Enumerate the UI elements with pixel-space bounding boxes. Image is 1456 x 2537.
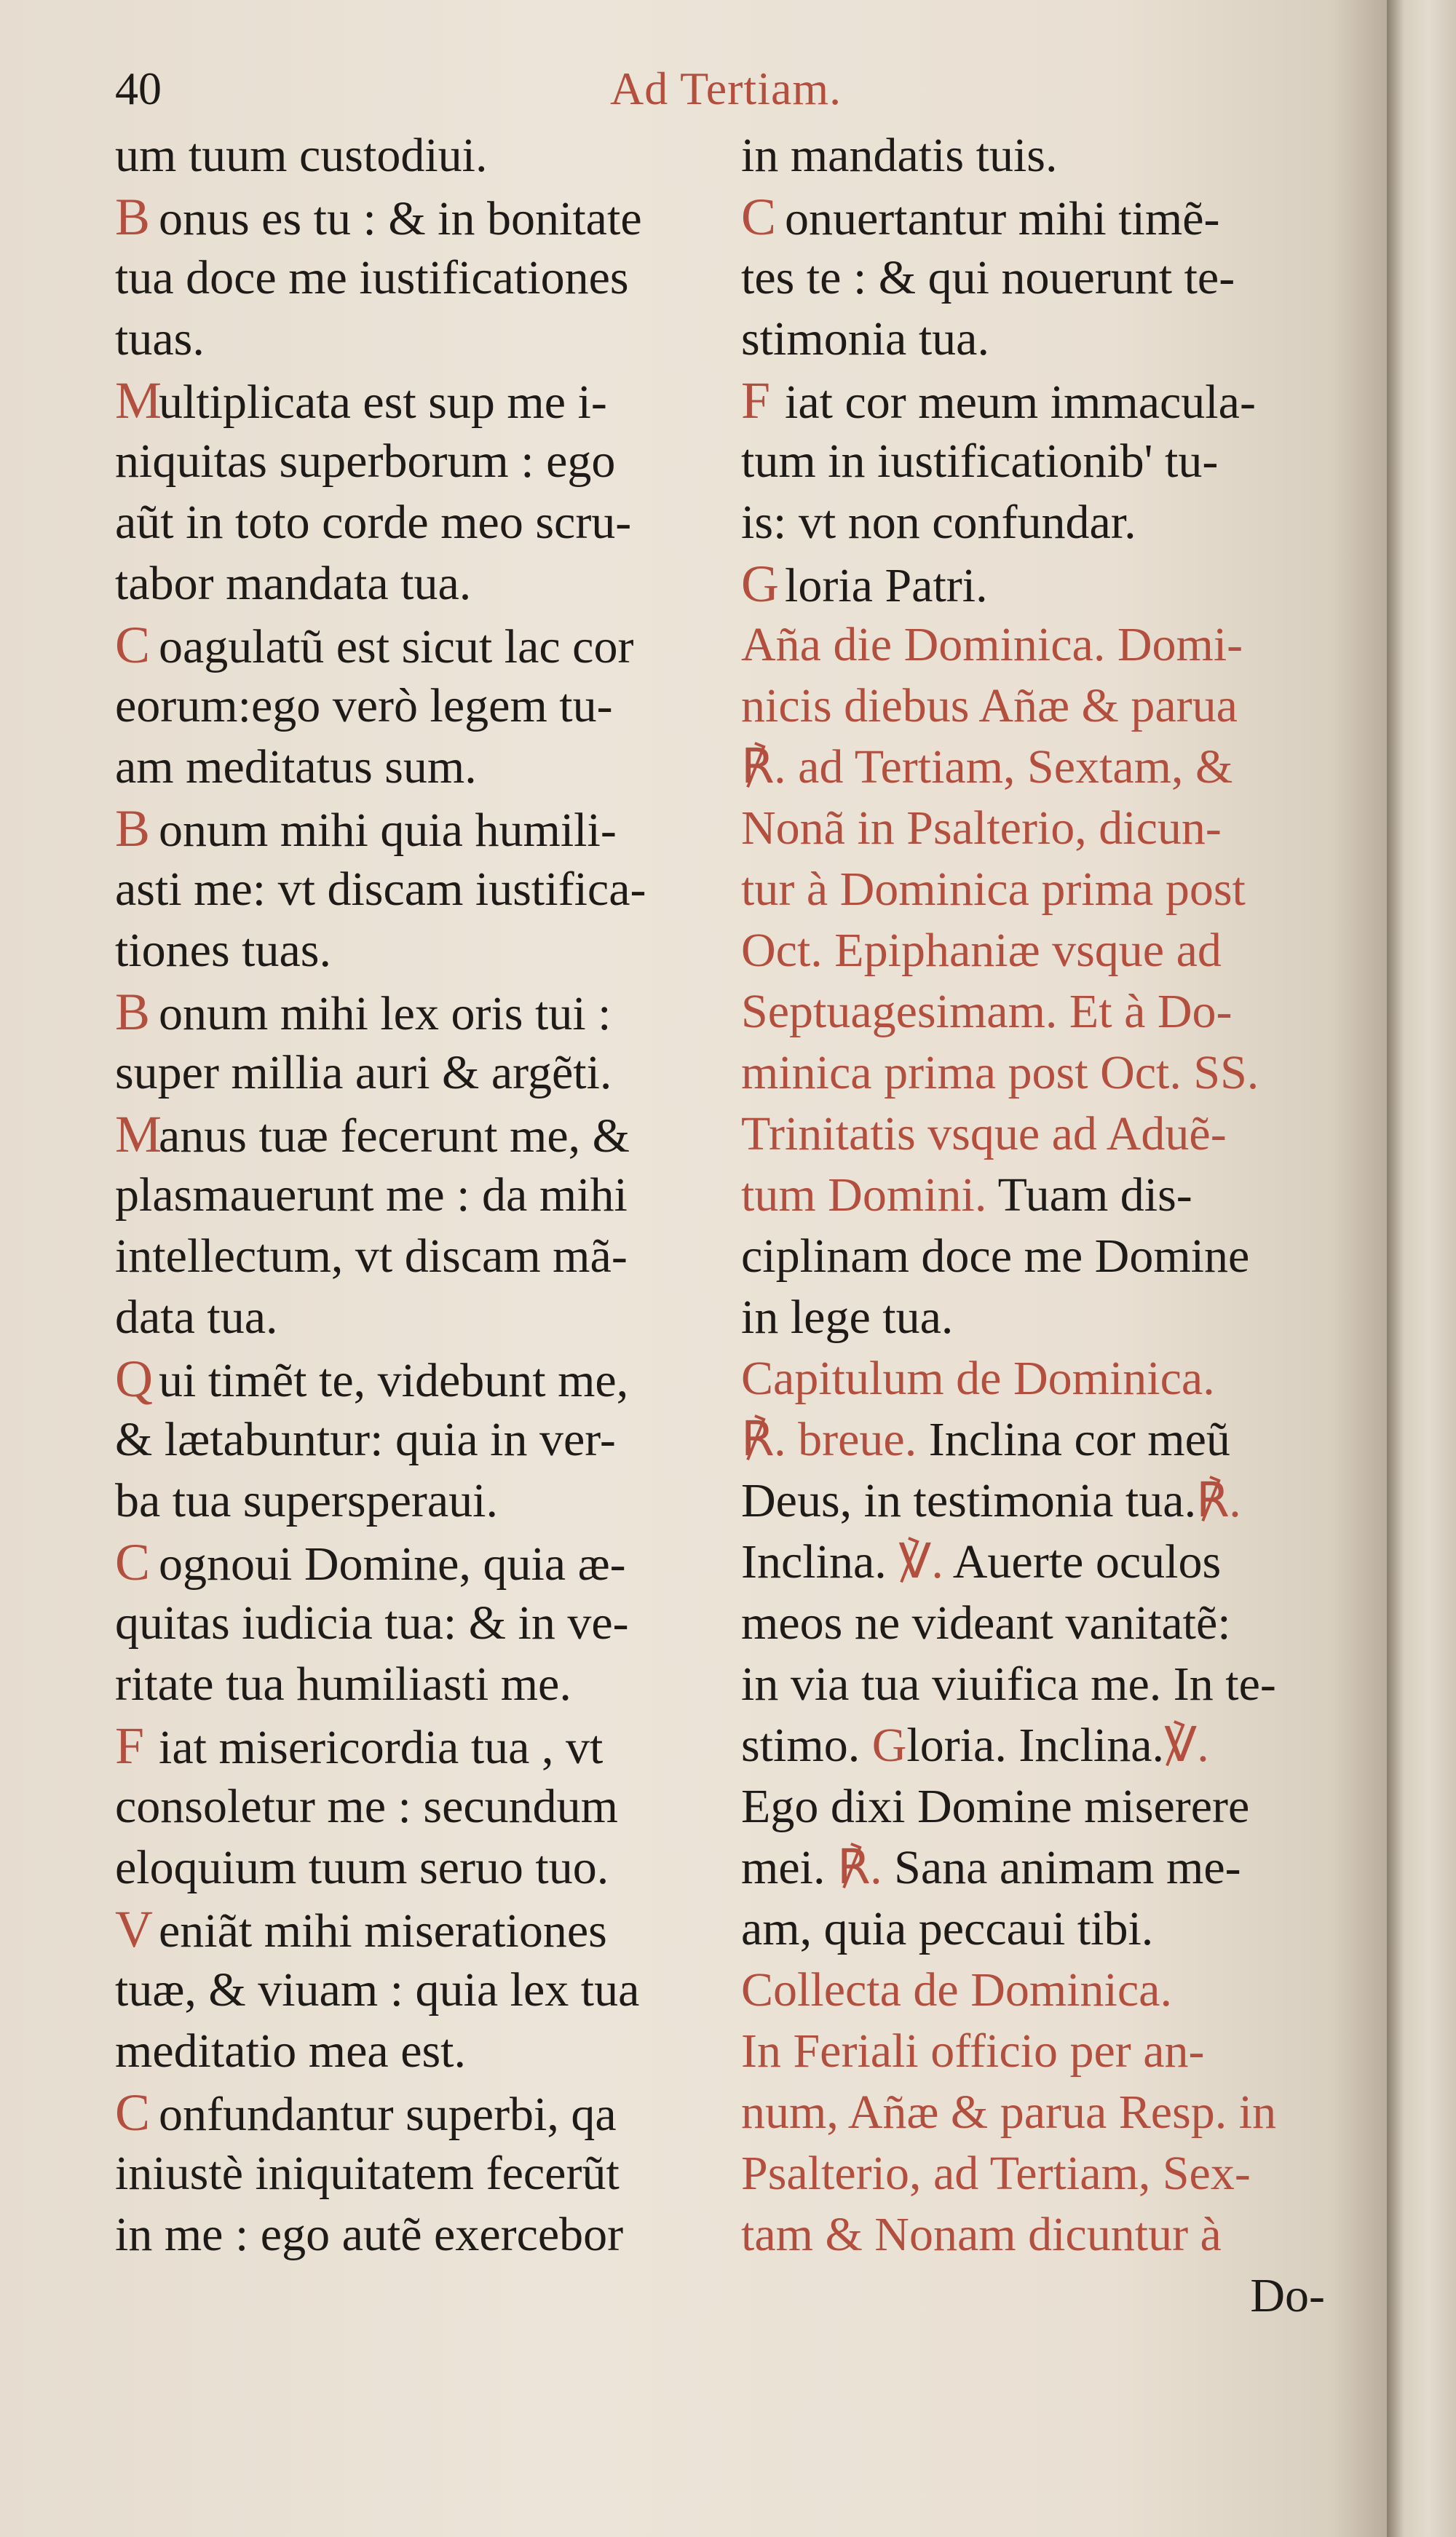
rubric-text: Psalterio, ad Tertiam, Sex- xyxy=(741,2147,1251,2200)
right-line xyxy=(741,2143,1353,2204)
left-line xyxy=(115,248,741,309)
rubric-text: Oct. Epiphaniæ vsque ad xyxy=(741,924,1222,977)
right-line xyxy=(741,798,1353,859)
running-head: Ad Tertiam. xyxy=(610,63,842,114)
line-text: intellectum, vt discam mã- xyxy=(115,1230,628,1283)
line-text: Ego dixi Domine miserere xyxy=(741,1780,1250,1833)
red-initial: G xyxy=(741,555,779,613)
right-line xyxy=(741,859,1353,920)
catchword: Do- xyxy=(1250,2269,1325,2322)
left-line xyxy=(115,1532,741,1593)
left-line xyxy=(115,1837,741,1899)
rubric-text: ℟. xyxy=(1196,1474,1241,1527)
line-text: iniustè iniquitatem fecerũt xyxy=(115,2147,620,2200)
line-text: tuæ, & viuam : quia lex tua xyxy=(115,1963,640,2016)
left-line xyxy=(115,1899,741,1960)
right-line xyxy=(741,1104,1353,1165)
rubric-text: nicis diebus Añæ & parua xyxy=(741,679,1238,732)
line-text: & lætabuntur: quia in ver- xyxy=(115,1413,616,1466)
right-line xyxy=(741,614,1353,676)
red-initial: B xyxy=(115,188,151,246)
right-line xyxy=(741,1593,1353,1654)
red-initial: M xyxy=(115,371,162,430)
line-text: ba tua supersperaui. xyxy=(115,1474,498,1527)
right-line xyxy=(741,186,1353,248)
rubric-text: Trinitatis vsque ad Aduẽ- xyxy=(741,1107,1227,1160)
line-text: tum in iustificationib' tu- xyxy=(741,435,1219,488)
left-line xyxy=(115,1226,741,1287)
right-line xyxy=(741,1471,1353,1532)
right-line xyxy=(741,737,1353,798)
right-line xyxy=(741,1042,1353,1104)
line-text: loria. Inclina. xyxy=(906,1719,1165,1772)
rubric-text: tam & Nonam dicuntur à xyxy=(741,2208,1222,2261)
right-line xyxy=(741,1165,1353,1226)
left-line xyxy=(115,798,741,859)
right-line xyxy=(741,1409,1353,1471)
line-text: in lege tua. xyxy=(741,1291,954,1344)
right-line xyxy=(741,1776,1353,1837)
left-line xyxy=(115,1409,741,1471)
left-line xyxy=(115,309,741,370)
rubric-text: ℟. breue. xyxy=(741,1413,929,1466)
left-line xyxy=(115,859,741,920)
left-line xyxy=(115,186,741,248)
left-line xyxy=(115,1287,741,1348)
right-column xyxy=(741,125,1353,2327)
red-initial: V xyxy=(115,1900,153,1958)
line-text: tiones tuas. xyxy=(115,924,331,977)
line-text: mei. xyxy=(741,1841,837,1894)
line-text: Inclina cor meũ xyxy=(928,1413,1230,1466)
right-line xyxy=(741,370,1353,431)
right-line xyxy=(741,1899,1353,1960)
left-line xyxy=(115,1960,741,2021)
rubric-text: ℣. xyxy=(898,1535,943,1588)
right-line xyxy=(741,2021,1353,2082)
line-text: quitas iudicia tua: & in ve- xyxy=(115,1596,629,1650)
line-text: meos ne videant vanitatẽ: xyxy=(741,1596,1231,1650)
line-text: plasmauerunt me : da mihi xyxy=(115,1168,628,1222)
right-line xyxy=(741,1348,1353,1409)
left-line xyxy=(115,920,741,981)
red-initial: M xyxy=(115,1105,162,1163)
line-text: onfundantur superbi, qa xyxy=(159,2088,617,2141)
right-line xyxy=(741,492,1353,553)
line-text: ritate tua humiliasti me. xyxy=(115,1658,571,1711)
right-line xyxy=(741,1226,1353,1287)
red-initial: B xyxy=(115,799,151,858)
right-line xyxy=(741,125,1353,186)
left-line xyxy=(115,1042,741,1104)
left-line xyxy=(115,431,741,492)
left-line xyxy=(115,492,741,553)
line-text: asti me: vt discam iustifica- xyxy=(115,863,646,916)
left-line xyxy=(115,2082,741,2143)
line-text: onum mihi lex oris tui : xyxy=(159,987,612,1040)
left-line xyxy=(115,370,741,431)
line-text: tabor mandata tua. xyxy=(115,557,472,610)
red-initial: C xyxy=(115,616,151,674)
right-line xyxy=(741,431,1353,492)
line-text: tuas. xyxy=(115,312,205,365)
left-line xyxy=(115,1104,741,1165)
left-line xyxy=(115,614,741,676)
right-line xyxy=(741,1960,1353,2021)
line-text: aũt in toto corde meo scru- xyxy=(115,496,632,549)
line-text: iat cor meum immacula- xyxy=(785,376,1256,429)
right-line xyxy=(741,553,1353,614)
left-line xyxy=(115,1471,741,1532)
line-text: eniãt mihi miserationes xyxy=(159,1904,607,1958)
line-text: consoletur me : secundum xyxy=(115,1780,619,1833)
line-text: super millia auri & argẽti. xyxy=(115,1046,612,1099)
right-line xyxy=(741,920,1353,981)
left-line xyxy=(115,1776,741,1837)
left-line xyxy=(115,737,741,798)
right-line xyxy=(741,981,1353,1042)
left-line xyxy=(115,676,741,737)
line-text: am, quia peccaui tibi. xyxy=(741,1902,1154,1955)
red-initial: F xyxy=(115,1717,145,1775)
right-line xyxy=(741,248,1353,309)
rubric-text: minica prima post Oct. SS. xyxy=(741,1046,1259,1099)
left-line xyxy=(115,553,741,614)
right-line xyxy=(741,309,1353,370)
red-initial: F xyxy=(741,371,771,430)
line-text: Auerte oculos xyxy=(943,1535,1222,1588)
rubric-text: G xyxy=(871,1719,907,1772)
line-text: loria Patri. xyxy=(785,559,988,612)
line-text: in mandatis tuis. xyxy=(741,129,1058,182)
line-text: stimonia tua. xyxy=(741,312,989,365)
red-initial: Q xyxy=(115,1350,153,1408)
right-line xyxy=(741,1654,1353,1715)
rubric-text: ℟. xyxy=(836,1841,882,1894)
right-line xyxy=(741,1837,1353,1899)
rubric-text: Septuagesimam. Et à Do- xyxy=(741,985,1233,1038)
left-line xyxy=(115,1715,741,1776)
rubric-text: tum Domini. xyxy=(741,1168,998,1222)
line-text: tua doce me iustificationes xyxy=(115,251,629,304)
left-line xyxy=(115,1593,741,1654)
line-text: iat misericordia tua , vt xyxy=(159,1721,604,1774)
left-line xyxy=(115,2204,741,2265)
line-text: onus es tu : & in bonitate xyxy=(159,192,642,245)
left-line xyxy=(115,981,741,1042)
line-text: ciplinam doce me Domine xyxy=(741,1230,1250,1283)
line-text: Sana animam me- xyxy=(882,1841,1241,1894)
rubric-text: num, Añæ & parua Resp. in xyxy=(741,2086,1277,2139)
line-text: oagulatũ est sicut lac cor xyxy=(159,620,634,673)
left-line xyxy=(115,1165,741,1226)
line-text: is: vt non confundar. xyxy=(741,496,1136,549)
red-initial: C xyxy=(741,188,777,246)
red-initial: C xyxy=(115,2083,151,2142)
page-number: 40 xyxy=(115,63,162,114)
left-column xyxy=(115,125,741,2265)
right-line xyxy=(741,2082,1353,2143)
right-line xyxy=(741,1532,1353,1593)
line-text: Tuam dis- xyxy=(997,1168,1192,1222)
line-text: anus tuæ fecerunt me, & xyxy=(159,1109,630,1163)
right-line xyxy=(741,1287,1353,1348)
line-text: ognoui Domine, quia æ- xyxy=(159,1537,626,1591)
line-text: ui timẽt te, videbunt me, xyxy=(159,1354,629,1407)
line-text: Deus, in testimonia tua. xyxy=(741,1474,1197,1527)
rubric-text: ℣. xyxy=(1164,1719,1209,1772)
rubric-text: Nonã in Psalterio, dicun- xyxy=(741,802,1222,855)
rubric-text: Capitulum de Dominica. xyxy=(741,1352,1215,1405)
rubric-text: ℟. ad Tertiam, Sextam, & xyxy=(741,740,1233,793)
line-text: data tua. xyxy=(115,1291,278,1344)
page-edge xyxy=(1387,0,1456,2537)
left-line xyxy=(115,1348,741,1409)
rubric-text: In Feriali officio per an- xyxy=(741,2025,1205,2078)
right-line xyxy=(741,2204,1353,2265)
red-initial: C xyxy=(115,1533,151,1591)
rubric-text: Aña die Dominica. Domi- xyxy=(741,618,1243,671)
line-text: ultiplicata est sup me i- xyxy=(159,376,607,429)
line-text: stimo. xyxy=(741,1719,872,1772)
right-line xyxy=(741,1715,1353,1776)
line-text: tes te : & qui nouerunt te- xyxy=(741,251,1235,304)
left-line xyxy=(115,2143,741,2204)
line-text: onuertantur mihi timẽ- xyxy=(785,192,1220,245)
line-text: niquitas superborum : ego xyxy=(115,435,616,488)
line-text: eorum:ego verò legem tu- xyxy=(115,679,613,732)
line-text: um tuum custodiui. xyxy=(115,129,488,182)
line-text: eloquium tuum seruo tuo. xyxy=(115,1841,609,1894)
line-text: in via tua viuifica me. In te- xyxy=(741,1658,1276,1711)
left-line xyxy=(115,125,741,186)
line-text: in me : ego autẽ exercebor xyxy=(115,2208,624,2261)
left-line xyxy=(115,2021,741,2082)
left-line xyxy=(115,1654,741,1715)
line-text: meditatio mea est. xyxy=(115,2025,467,2078)
rubric-text: tur à Dominica prima post xyxy=(741,863,1246,916)
red-initial: B xyxy=(115,983,151,1041)
line-text: am meditatus sum. xyxy=(115,740,477,793)
rubric-text: Collecta de Dominica. xyxy=(741,1963,1172,2016)
line-text: Inclina. xyxy=(741,1535,899,1588)
line-text: onum mihi quia humili- xyxy=(159,804,617,857)
right-line xyxy=(741,676,1353,737)
